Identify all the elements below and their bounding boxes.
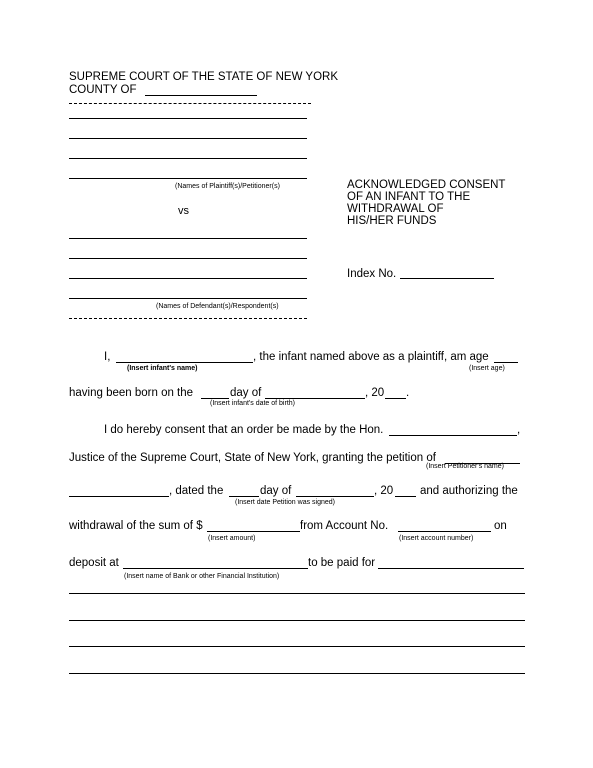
index-label: Index No. xyxy=(347,268,397,280)
bank-name-field[interactable] xyxy=(123,568,308,569)
blank-line-2[interactable] xyxy=(69,620,525,621)
versus-label: vs xyxy=(178,205,189,217)
plaintiff-line-2[interactable] xyxy=(69,138,307,139)
p6-from: from Account No. xyxy=(300,520,389,532)
p4-justice: Justice of the Supreme Court, State of New York, granting the petition of xyxy=(69,452,436,464)
blank-line-3[interactable] xyxy=(69,646,525,647)
infant-age-field[interactable] xyxy=(494,362,518,363)
p2-day-of: day of xyxy=(230,387,262,399)
defendants-label: (Names of Defendant(s)/Respondent(s) xyxy=(156,303,279,310)
defendant-line-3[interactable] xyxy=(69,278,307,279)
title-line-1: ACKNOWLEDGED CONSENT xyxy=(347,179,506,191)
p6-withdrawal: withdrawal of the sum of $ xyxy=(69,520,203,532)
county-field[interactable] xyxy=(145,95,257,96)
p3-consent: I do hereby consent that an order be made by the Hon. xyxy=(104,424,384,436)
court-name: SUPREME COURT OF THE STATE OF NEW YORK xyxy=(69,71,339,83)
paid-for-field[interactable] xyxy=(378,568,524,569)
blank-line-1[interactable] xyxy=(69,593,525,594)
p1-text: , the infant named above as a plaintiff, am age xyxy=(253,351,489,363)
p2-born: having been born on the xyxy=(69,387,194,399)
petition-day-field[interactable] xyxy=(229,496,259,497)
judge-name-field[interactable] xyxy=(389,435,517,436)
petition-date-hint: (Insert date Petition was signed) xyxy=(235,499,335,506)
p6-on: on xyxy=(494,520,507,532)
account-number-hint: (Insert account number) xyxy=(399,535,474,542)
p5-dated: , dated the xyxy=(169,485,224,497)
p5-day-of: day of xyxy=(260,485,292,497)
account-number-field[interactable] xyxy=(398,531,491,532)
defendant-line-4[interactable] xyxy=(69,298,307,299)
p3-comma: , xyxy=(517,424,521,436)
plaintiffs-label: (Names of Plaintiff(s)/Petitioner(s) xyxy=(175,183,280,190)
defendant-line-1[interactable] xyxy=(69,238,307,239)
p7-deposit: deposit at xyxy=(69,557,119,569)
title-line-3: WITHDRAWAL OF xyxy=(347,203,444,215)
birth-month-field[interactable] xyxy=(265,398,365,399)
bank-name-hint: (Insert name of Bank or other Financial Institution) xyxy=(124,573,280,580)
p2-year: , 20 xyxy=(365,387,385,399)
caption-divider-top xyxy=(69,103,311,104)
title-line-4: HIS/HER FUNDS xyxy=(347,215,437,227)
p2-period: . xyxy=(406,387,410,399)
defendant-line-2[interactable] xyxy=(69,258,307,259)
title-line-2: OF AN INFANT TO THE xyxy=(347,191,471,203)
birth-date-hint: (Insert infant's date of birth) xyxy=(210,400,295,407)
plaintiff-line-4[interactable] xyxy=(69,178,307,179)
plaintiff-line-1[interactable] xyxy=(69,118,307,119)
p5-year: , 20 xyxy=(374,485,394,497)
p1-i: I, xyxy=(104,351,111,363)
petition-month-field[interactable] xyxy=(296,496,374,497)
amount-hint: (Insert amount) xyxy=(208,535,256,542)
plaintiff-line-3[interactable] xyxy=(69,158,307,159)
infant-age-hint: (Insert age) xyxy=(469,365,505,372)
county-label: COUNTY OF xyxy=(69,84,137,96)
caption-divider-bottom xyxy=(69,318,307,319)
p5-auth: and authorizing the xyxy=(420,485,518,497)
amount-field[interactable] xyxy=(207,531,300,532)
blank-line-4[interactable] xyxy=(69,673,525,674)
index-number-field[interactable] xyxy=(400,278,494,279)
petition-year-field[interactable] xyxy=(395,496,416,497)
infant-name-hint: (Insert infant's name) xyxy=(127,365,198,372)
p7-paid: to be paid for xyxy=(308,557,376,569)
infant-name-field[interactable] xyxy=(116,362,253,363)
petition-blank-field[interactable] xyxy=(69,496,169,497)
petitioner-name-hint: (Insert Petitioner's name) xyxy=(426,463,504,470)
birth-day-field[interactable] xyxy=(201,398,229,399)
birth-year-field[interactable] xyxy=(385,398,406,399)
